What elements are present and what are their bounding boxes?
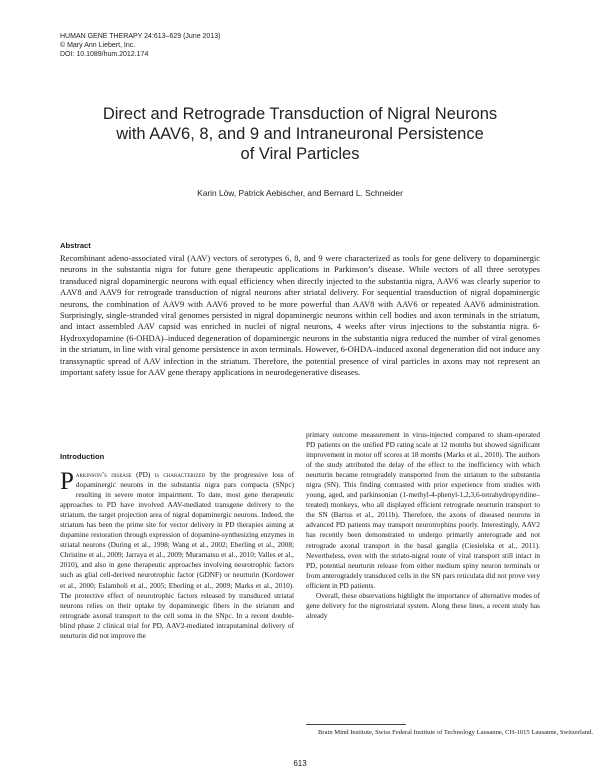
journal-header [60,32,220,59]
author-affiliation: Brain Mind Institute, Swiss Federal Institute of Technology Lausanne, CH-1015 Lausanne, Switzerland. [318,729,594,736]
left-column [60,470,294,641]
introduction-heading: Introduction [60,452,105,461]
title-line-2: with AAV6, 8, and 9 and Intraneuronal Persistence [116,125,484,143]
doi-line: DOI: 10.1089/hum.2012.174 [60,51,149,58]
abstract-heading: Abstract [60,241,91,250]
intro-lead-in: arkinson’s disease (PD) is characterized [75,470,206,479]
abstract-text: Recombinant adeno-associated viral (AAV) vectors of serotypes 6, 8, and 9 were characterized as tools for gene delivery to dopaminergic neurons in the substantia nigra for future gene therapeutic applications in Parkinson’s disease. While vectors of all three serotypes transduced nigral dopaminergic neurons with equal efficiency when directly injected to the substantia nigra, AAV6 was clearly superior to AAV8 and AAV9 for retrograde transduction of nigral neurons after striatal delivery. For sequential transduction of nigral dopaminergic neurons, the combination of AAV9 with AAV6 proved to be more powerful than AAV8 with AAV6 or repeated AAV6 administration. Surprisingly, single-stranded viral genomes persisted in nigral dopaminergic neurons within cell bodies and axon terminals in the striatum, and intact assembled AAV capsid was enriched in nuclei of nigral neurons, 4 weeks after virus injections to the substantia nigra. 6-Hydroxydopamine (6-OHDA)–induced degeneration of dopaminergic neurons in the substantia nigra reduced the number of viral genomes in the striatum, in line with viral genome persistence in axon terminals. However, 6-OHDA–induced axonal degeneration did not induce any transsynaptic spread of AAV infection in the striatum. Therefore, the potential presence of viral particles in axons may not represent an important safety issue for AAV gene therapy applications in neurodegenerative diseases. [60,253,540,378]
title-line-1: Direct and Retrograde Transduction of Nigral Neurons [102,105,498,123]
intro-paragraph-1 [60,470,294,641]
intro-paragraph-1-continued: primary outcome measurement in virus-injected compared to sham-operated PD patients on the unified PD rating scale at 12 months but showed significant improvement in motor off scores at 18 months (Marks et al., 2010). The authors of the study attributed the delay of the effect to the inefficiency with which neurturin became retrogradely transported from the striatum to the substantia nigra (SN). This finding contrasted with prior experience from studies with young, aged, and parkinsonian (1-methyl-4-phenyl-1,2,3,6-tetrahydropyridine–treated) monkeys, who all displayed efficient retrograde neurturin transport to the SN (Bartus et al., 2011b). Therefore, the axons of diseased neurons in advanced PD patients may transport neurotrophins poorly. Interestingly, AAV2 has recently been demonstrated to undergo primarily anterograde and not retrograde axonal transport in the basal ganglia (Ciesielska et al., 2011). Nevertheless, even with the striato-nigral route of viral transport still intact in PD, potential neurturin release from either medium spiny neuron terminals or from anterogradely transduced cells in the SN pars reticulata did not prove very efficient in PD patients. [306,430,540,590]
intro-paragraph-2: Overall, these observations highlight the importance of alternative modes of gene delivery for the nigrostriatal system. Along these lines, a recent study has already [306,590,540,620]
right-column [306,430,540,621]
copyright-line: © Mary Ann Liebert, Inc. [60,42,136,49]
drop-cap: P [60,468,74,495]
article-title [60,104,540,164]
footnote-divider [306,724,406,725]
author-list: Karin Löw, Patrick Aebischer, and Bernard L. Schneider [197,188,403,198]
page-number: 613 [293,759,307,768]
journal-citation: HUMAN GENE THERAPY 24:613–629 (June 2013) [60,33,221,40]
title-line-3: of Viral Particles [240,145,360,163]
intro-left-text: by the progressive loss of dopaminergic neurons in the substantia nigra pars compacta (SNpc) resulting in severe motor impairment. To date, most gene therapeutic approaches to PD have involved AAV-mediated transgene delivery to the striatum, the target projection area of nigral dopaminergic neurons. Indeed, the striatum has been the prime site for vector delivery in PD therapies aiming at dopamine restoration through expression of dopamine-synthesizing enzymes in striatal neurons (During et al., 1998; Wang et al., 2002; Eberling et al., 2008; Christine et al., 2009; Jarraya et al., 2009; Muramatsu et al., 2010; Valles et al., 2010), and also in gene therapeutic approaches involving neurotrophic factors such as glial cell-derived neurotrophic factor (GDNF) or neurturin (Kordower et al., 2000; Eslamboli et al., 2005; Eberling et al., 2009; Marks et al., 2010). The protective effect of neurotrophic factors released by transduced striatal neurons relies on their uptake by dopaminergic fibers in the striatum and retrograde axonal transport to the cell soma in the SNpc. In a recent double-blind phase 2 clinical trial for PD, AAV2-mediated intraputaminal delivery of neurturin did not improve the [60,470,295,640]
